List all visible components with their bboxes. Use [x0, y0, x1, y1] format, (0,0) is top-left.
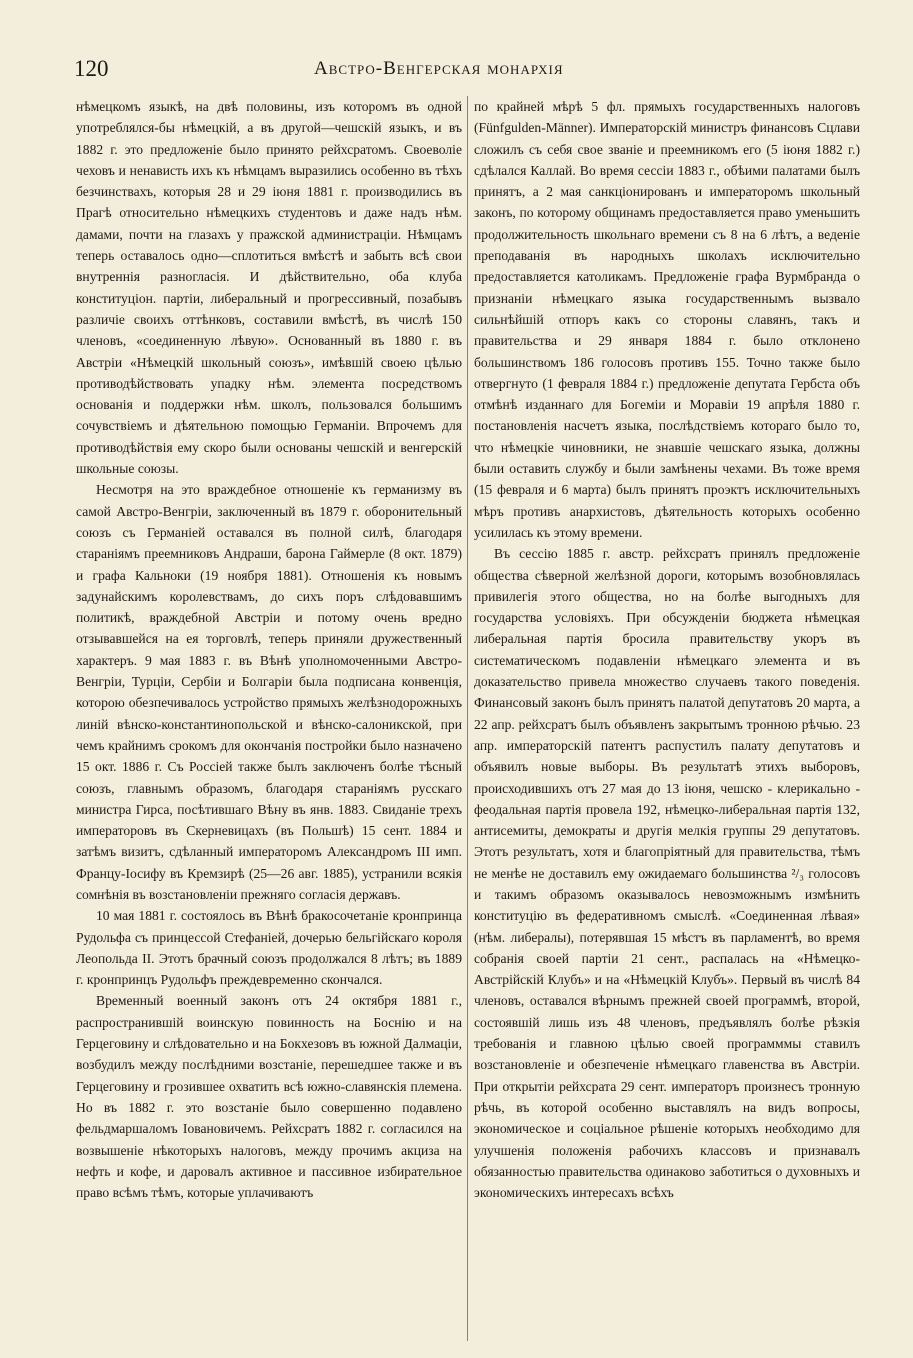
paragraph: Временный военный законъ отъ 24 октября 1881 г., распространившій воинскую повинность на Боснію и на Герцеговину и слѣдовательно и на Бокхезовъ въ южной Далмаціи, возбудилъ между послѣдними возстаніе, перешедшее также и въ Герцеговину и грозившее охватить всѣ южно-славянскія племена. Но въ 1882 г. это возстаніе было совершенно подавлено фельдмаршаломъ Іовановичемъ. Рейхсратъ 1882 г. согласился на возвышеніе нѣкоторыхъ налоговъ, между прочимъ акциза на нефть и кофе, и даровалъ активное и пассивное избирательное право всѣмъ тѣмъ, которые уплачиваютъ	[76, 993, 462, 1201]
paragraph: Въ сессію 1885 г. австр. рейхсратъ принялъ предложеніе общества сѣверной желѣзной дороги, которымъ возобновлялась привилегія этого общества, но на болѣе выгодныхъ для государства условіяхъ. При обсужденіи бюджета нѣмецкая либеральная партія бросила правительству укоръ въ систематическомъ подавленіи нѣмецкаго элемента и въ доказательство привела множество случаевъ такого поведенія. Финансовый законъ былъ принятъ палатой депутатовъ 20 марта, а 22 апр. рейхсратъ былъ объявленъ закрытымъ тронною рѣчью. 23 апр. императорскій патентъ распустилъ палату депутатовъ и объявилъ новые выборы. Въ результатѣ этихъ выборовъ, происходившихъ отъ 27 мая до 13 іюня, чешско - клерикально - феодальная партія провела 192, нѣмецко-либеральная партія 132, антисемиты, демократы и другія мелкія группы 29 депутатовъ. Этотъ результатъ, хотя и благопріятный для правительства, тѣмъ не менѣе не доставилъ ему ожидаемаго большинства ²/₃ голосовъ и такимъ образомъ оказывалось невозможнымъ измѣнить конституцію въ федеративномъ смыслѣ. «Соединенная лѣвая» (нѣм. либералы), потерявшая 15 мѣстъ въ парламентѣ, во время собранія своей партіи 21 сент., распалась на «Нѣмецко-Австрійскій Клубъ» и на «Нѣмецкій Клубъ». Первый въ числѣ 84 членовъ, оставался вѣрнымъ прежней своей программѣ, второй, состоявшій лишь изъ 48 членовъ, предъявлялъ болѣе рѣзкія требованія и главною цѣлью своей программмы ставилъ возстановленіе и обезпеченіе нѣмецкаго главенства въ Австріи. При открытіи рейхсрата 29 сент. императоръ произнесъ тронную рѣчь, въ которой особенно выставлялъ на видъ вопросы, экономическое и соціальное рѣшеніе которыхъ необходимо для улучшенія положенія рабочихъ классовъ и признавалъ обязанностью правительства одинаково заботиться о духовныхъ и экономическихъ интересахъ всѣхъ	[474, 546, 860, 1201]
page-number: 120	[74, 56, 109, 81]
column-divider	[467, 96, 468, 1341]
paragraph: 10 мая 1881 г. состоялось въ Вѣнѣ бракосочетаніе кронпринца Рудольфа съ принцессой Стефаніей, дочерью бельгійскаго короля Леопольда II. Этотъ брачный союзъ продолжался 8 лѣтъ; въ 1889 г. кронпринцъ Рудольфъ преждевременно скончался.	[76, 908, 462, 988]
running-title: Австро-Венгерская монархія	[314, 58, 564, 79]
right-column	[474, 96, 860, 1341]
page-header	[74, 56, 869, 86]
paragraph: по крайней мѣрѣ 5 фл. прямыхъ государственныхъ налоговъ (Fünfgulden-Männer). Императорскій министръ финансовъ Сцлави сложилъ съ себя свое званіе и преемникомъ его (5 іюня 1882 г.) сдѣлался Каллай. Во время сессіи 1883 г., обѣими палатами былъ принятъ, а 2 мая санкціонированъ и императоромъ школьный законъ, по которому общинамъ предоставляется право уменьшить продолжительность школьнаго времени съ 8 на 6 лѣтъ, а веденіе преподаванія въ народныхъ школахъ исключительно предоставляется католикамъ. Предложеніе графа Вурмбранда о признаніи нѣмецкаго языка государственнымъ вызвало сильнѣйшій отпоръ какъ со стороны славянъ, такъ и правительства и 29 января 1884 г. было отклонено большинствомъ 186 голосовъ противъ 155. Точно также было отвергнуто (1 февраля 1884 г.) предложеніе депутата Гербста объ отмѣнѣ изданнаго для Богеміи и Моравіи 19 апрѣля 1880 г. постановленія насчетъ языка, послѣдствіемъ котораго было то, что нѣмецкіе чиновники, не знавшіе чешскаго языка, должны были оставить службу и были замѣнены чехами. Въ тоже время (15 февраля и 6 марта) былъ принятъ проэктъ исключительныхъ мѣръ противъ анархистовъ, дѣятельность которыхъ особенно усилилась къ этому времени.	[474, 99, 860, 540]
left-column	[76, 96, 462, 1341]
paragraph: Несмотря на это враждебное отношеніе къ германизму въ самой Австро-Венгріи, заключенный въ 1879 г. оборонительный союзъ съ Германіей оставался въ полной силѣ, благодаря стараніямъ преемниковъ Андраши, барона Гаймерле (8 окт. 1879) и графа Кальноки (19 ноября 1881). Отношенія къ новымъ задунайскимъ королевствамъ, до сихъ поръ слѣдовавшимъ политикѣ, враждебной Австріи и потому очень вредно отзывавшейся на ея торговлѣ, теперь приняли дружественный характеръ. 9 мая 1883 г. въ Вѣнѣ уполномоченными Австро-Венгріи, Турціи, Сербіи и Болгаріи была подписана конвенція, которою обезпечивалось устройство прямыхъ желѣзнодорожныхъ линій вѣнско-константинопольской и вѣнско-салоникской, при чемъ крайнимъ срокомъ для окончанія постройки было назначено 15 окт. 1886 г. Съ Россіей также былъ заключенъ болѣе тѣсный союзъ, главнымъ образомъ, благодаря стараніямъ русскаго министра Гирса, посѣтившаго Вѣну въ янв. 1883. Свиданіе трехъ императоровъ въ Скерневицахъ (въ Польшѣ) 15 сент. 1884 и затѣмъ визитъ, сдѣланный императоромъ Александромъ III имп. Францу-Іосифу въ Кремзирѣ (25—26 авг. 1885), устранили всякія сомнѣнія въ возстановленіи прежняго согласія державъ.	[76, 482, 462, 902]
paragraph: нѣмецкомъ языкѣ, на двѣ половины, изъ которомъ въ одной употреблялся-бы нѣмецкій, а въ другой—чешскій языкъ, и въ 1882 г. это предложеніе было принято рейхсратомъ. Своеволіе чеховъ и ненависть ихъ къ нѣмцамъ выразились особенно въ тѣхъ безчинствахъ, которыя 28 и 29 іюня 1881 г. производились въ Прагѣ относительно нѣмецкихъ студентовъ и даже надъ нѣм. дамами, почти на глазахъ у пражской администраціи. Нѣмцамъ теперь оставалось одно—сплотиться вмѣстѣ и забыть всѣ свои внутреннія разногласія. И дѣйствительно, оба клуба конституціон. партіи, либеральный и прогрессивный, позабывъ различіе своихъ оттѣнковъ, составили вмѣстѣ, въ числѣ 150 членовъ, «соединенную лѣвую». Основанный въ 1880 г. въ Австріи «Нѣмецкій школьный союзъ», имѣвшій своею цѣлью противодѣйствовать упадку нѣм. элемента посредствомъ основанія и поддержки нѣм. школъ, пользовался большимъ сочувствіемъ и дѣятельною помощью Германіи. Впрочемъ для противодѣйствія ему скоро были основаны чешскій и венгерскій школьные союзы.	[76, 99, 462, 477]
